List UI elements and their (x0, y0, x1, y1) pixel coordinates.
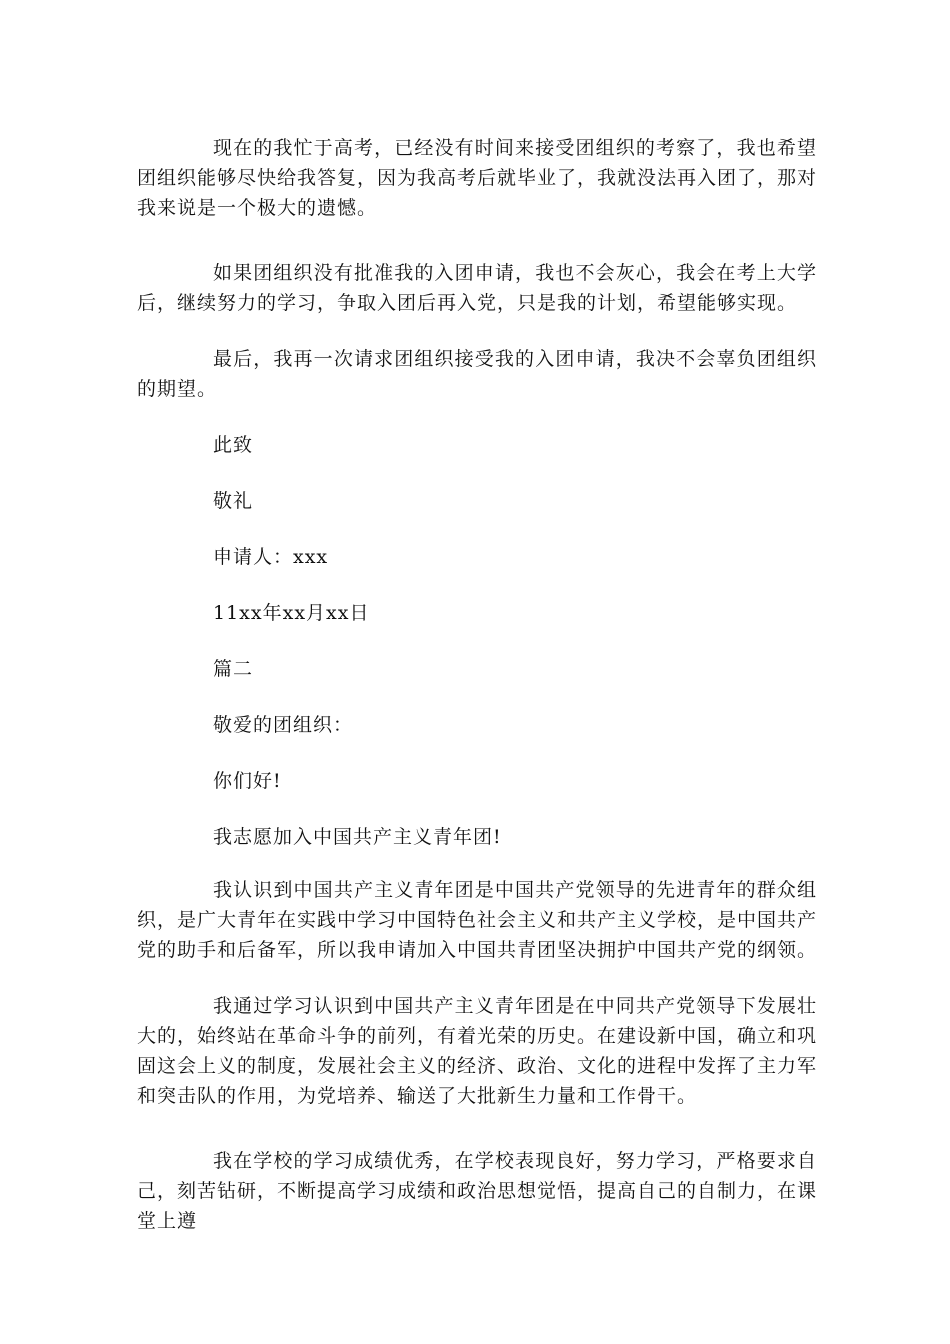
paragraph-exam: 现在的我忙于高考，已经没有时间来接受团组织的考察了，我也希望团组织能够尽快给我答复，因为我高考后就毕业了，我就没法再入团了，那对我来说是一个极大的遗憾。 (137, 137, 818, 219)
applicant-line: 申请人：xxx (213, 546, 329, 568)
paragraph-understanding: 我认识到中国共产主义青年团是中国共产党领导的先进青年的群众组织，是广大青年在实践中学习中国特色社会主义和共产主义学校，是中国共产党的助手和后备军，所以我申请加入中国共青团坚决拥护中国共产党的纲领。 (137, 879, 818, 961)
paragraph-history: 我通过学习认识到中国共产主义青年团是在中同共产党领导下发展壮大的，始终站在革命斗争的前列，有着光荣的历史。在建设新中国，确立和巩固这会上义的制度，发展社会主义的经济、政治、文化的进程中发挥了主力军和突击队的作用，为党培养、输送了大批新生力量和工作骨干。 (137, 995, 818, 1107)
paragraph-final-request: 最后，我再一次请求团组织接受我的入团申请，我决不会辜负团组织的期望。 (137, 348, 817, 400)
paragraph-not-approved: 如果团组织没有批准我的入团申请，我也不会灰心，我会在考上大学后，继续努力的学习，争取入团后再入党，只是我的计划，希望能够实现。 (137, 262, 817, 314)
paragraph-school-performance: 我在学校的学习成绩优秀，在学校表现良好，努力学习，严格要求自己，刻苦钻研，不断提高学习成绩和政治思想觉悟，提高自己的自制力，在课堂上遵 (137, 1150, 818, 1232)
section-heading: 篇二 (213, 658, 254, 680)
hello-line: 你们好! (213, 770, 282, 792)
salutation-cizhi: 此致 (213, 434, 254, 456)
greeting-line: 敬爱的团组织： (213, 714, 354, 736)
date-line: 11xx年xx月xx日 (213, 602, 370, 624)
salutation-jingli: 敬礼 (213, 490, 254, 512)
wish-line: 我志愿加入中国共产主义青年团! (213, 826, 502, 848)
